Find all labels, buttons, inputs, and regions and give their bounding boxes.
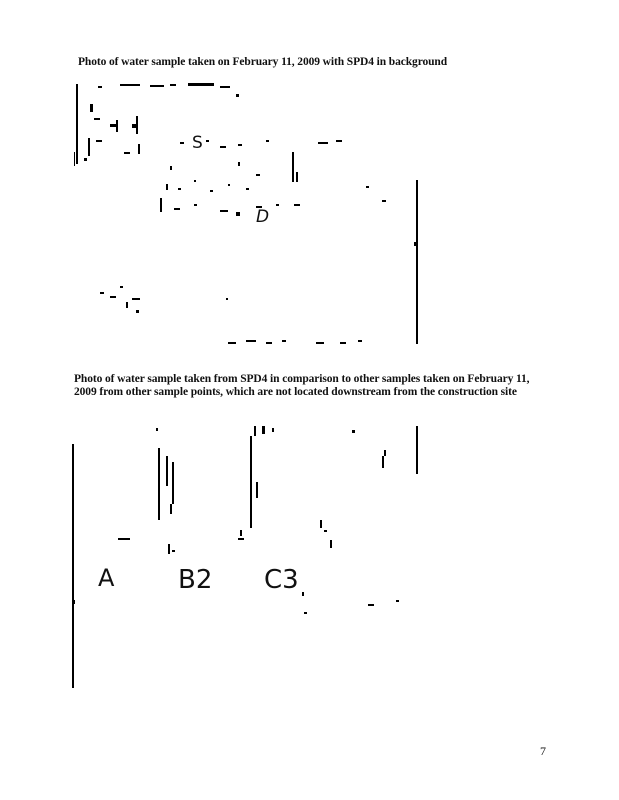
photo-1-graphic <box>70 80 425 346</box>
label-c3: C3 <box>264 565 299 595</box>
photo-2-graphic <box>68 420 423 690</box>
page-number: 7 <box>540 744 546 758</box>
handwritten-s-mark: S <box>192 133 203 153</box>
photo-caption-2: Photo of water sample taken from SPD4 in comparison to other samples taken on February 11, 2009 from other sample points, which are not located downstream from the construction site <box>74 373 530 398</box>
photo-water-samples-comparison <box>68 420 423 690</box>
label-a: A <box>98 564 115 592</box>
label-b2: B2 <box>178 565 213 595</box>
handwritten-d-mark: D <box>256 207 270 227</box>
photo-water-sample-spd4-background <box>70 80 425 346</box>
photo-caption-1: Photo of water sample taken on February 11, 2009 with SPD4 in background <box>78 56 448 68</box>
